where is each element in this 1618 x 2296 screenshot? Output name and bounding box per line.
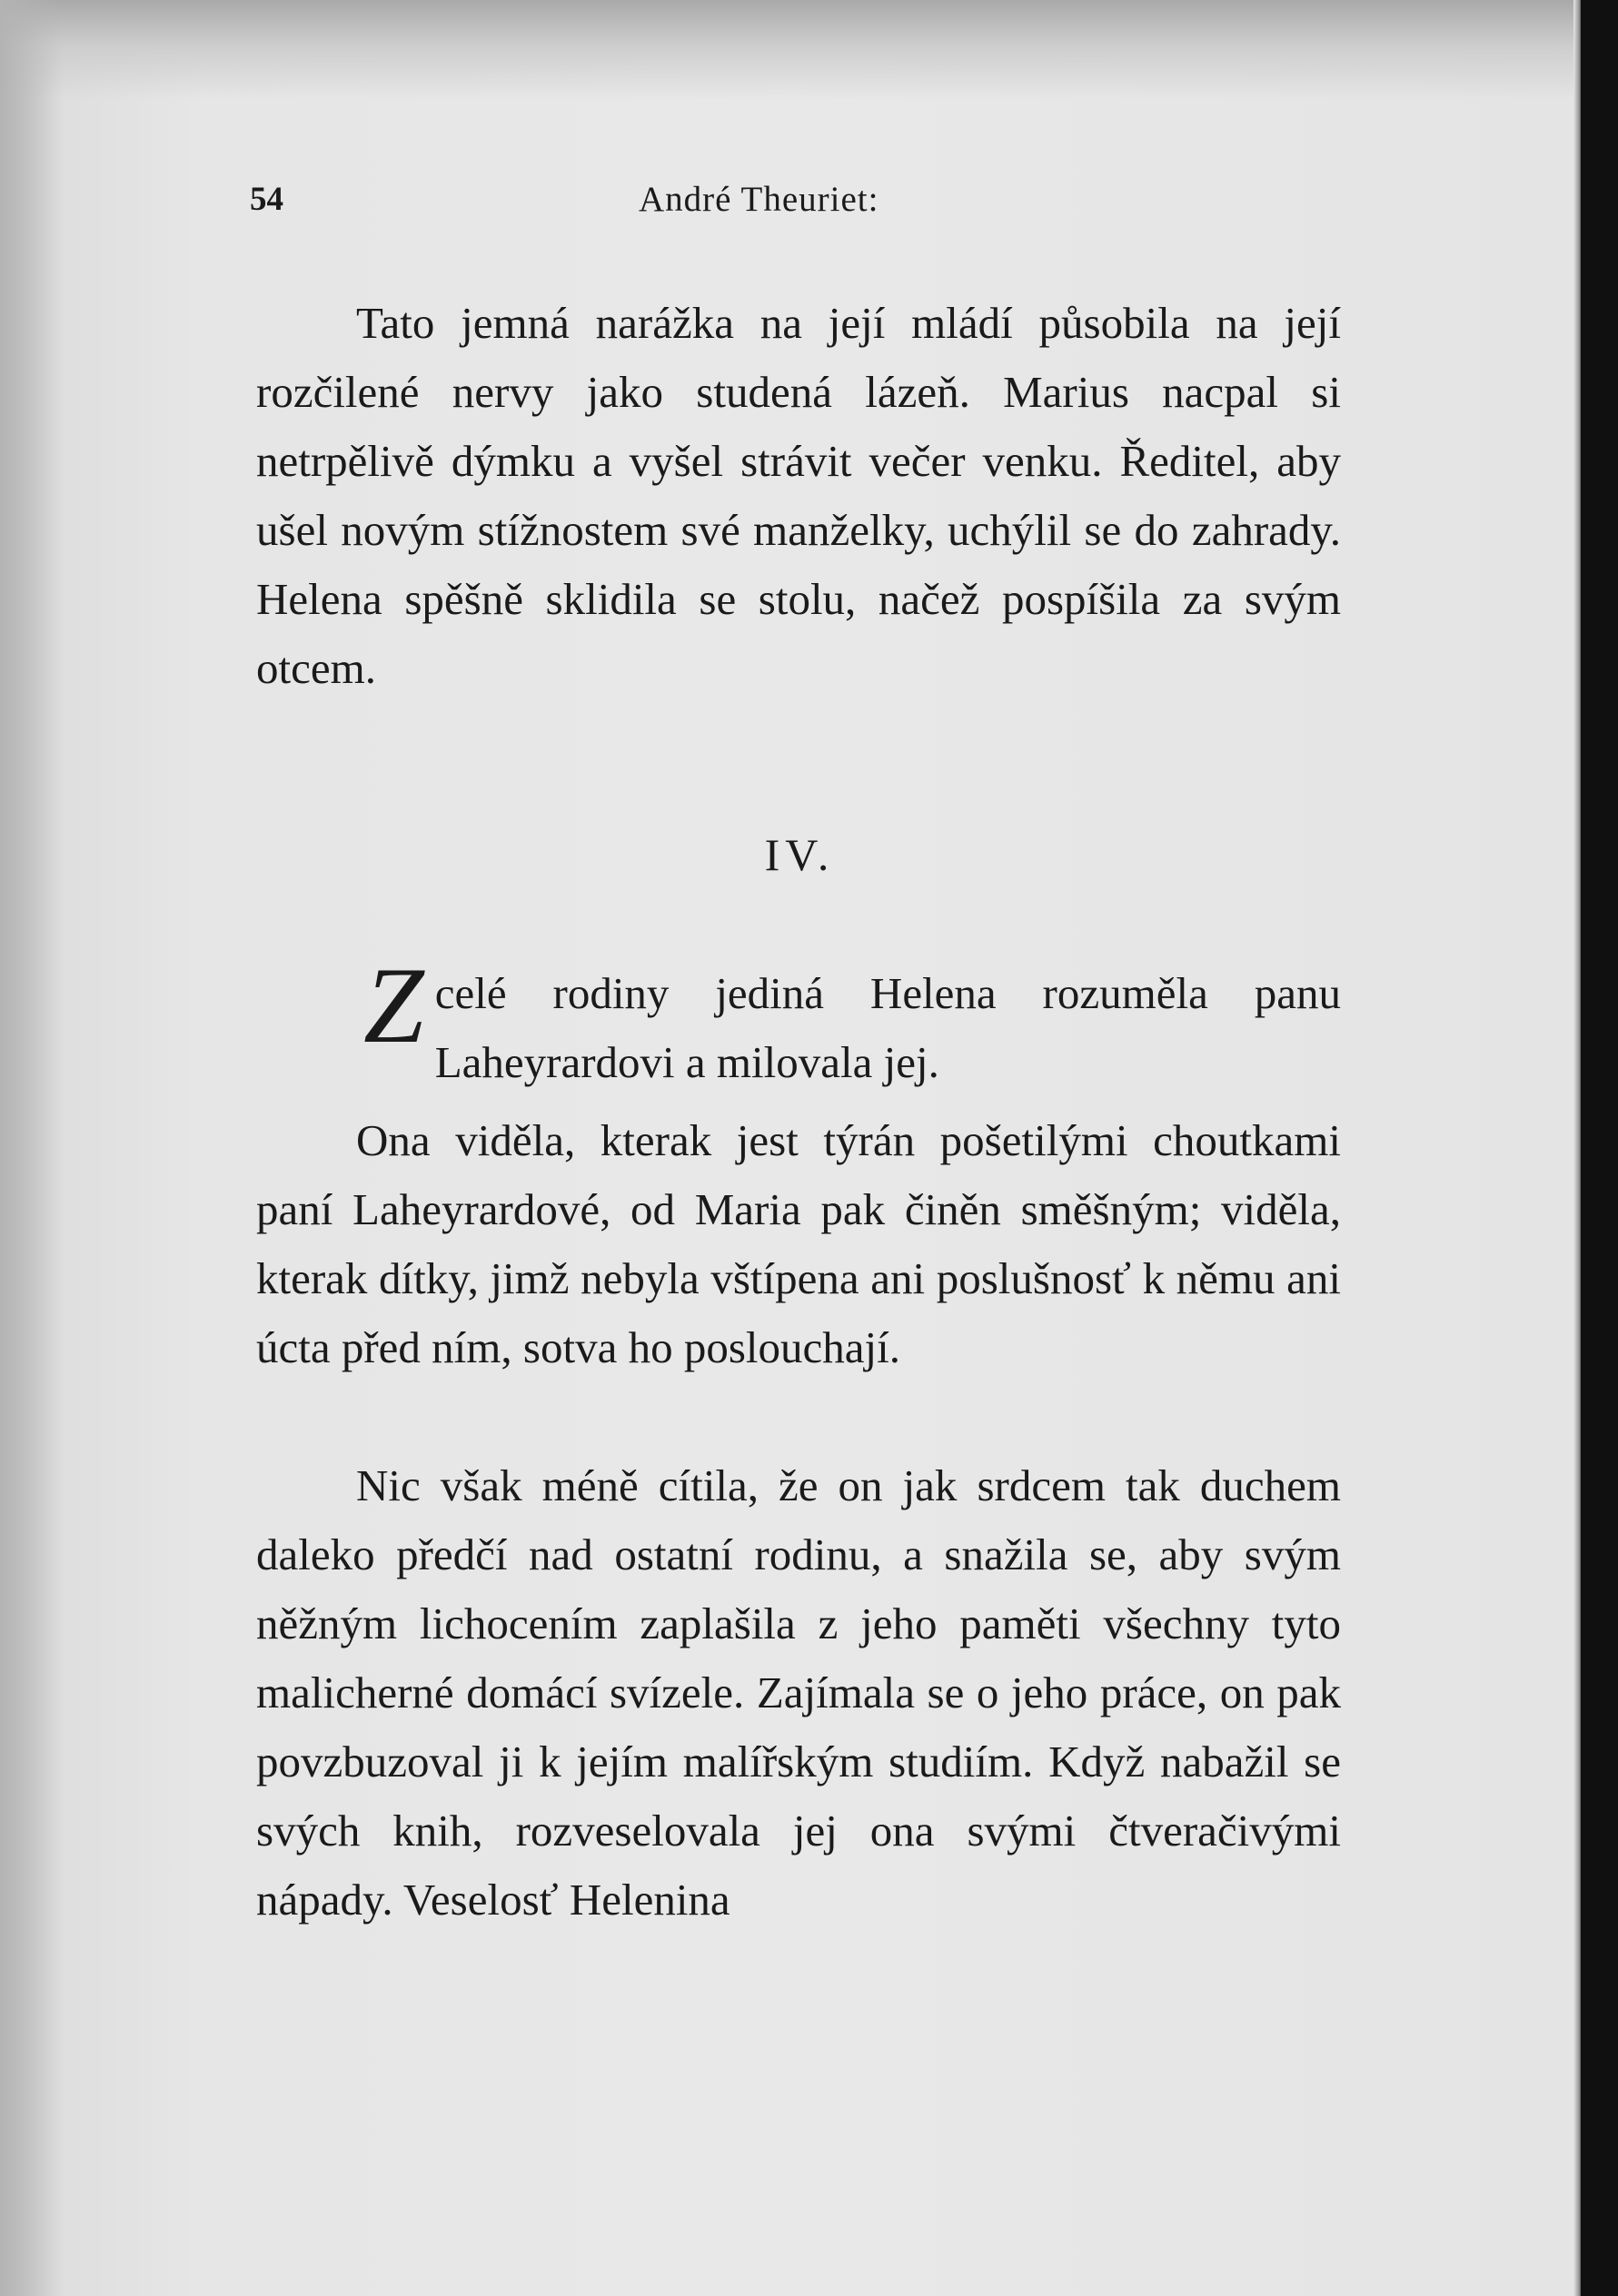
paragraph-3: Ona viděla, kterak jest týrán pošetilými choutkami paní Laheyrardové, od Maria pak činěn směšným; viděla, kterak dítky, jimž nebyla vštípena ani poslušnosť k němu ani úcta před ním, sotva ho poslouchají.	[256, 1115, 1341, 1372]
drop-cap: Z	[363, 945, 424, 1065]
paragraph-1: Tato jemná narážka na její mládí působila na její rozčilené nervy jako studená lázeň. Marius nacpal si netrpělivě dýmku a vyšel strávit večer venku. Ředitel, aby ušel novým stížnostem své manželky, uchýlil se do zahrady. Helena spěšně sklidila se stolu, načež pospíšila za svým otcem.	[256, 298, 1341, 693]
scan-shadow-top	[0, 0, 1581, 100]
running-header	[250, 174, 1340, 225]
binding-edge	[1581, 0, 1618, 2296]
scan-shadow-left	[0, 0, 64, 2296]
paragraph-2-text: celé rodiny jediná Helena rozuměla panu Laheyrardovi a milovala jej.	[434, 968, 1341, 1087]
paragraph-2	[256, 945, 1341, 1097]
running-title: André Theuriet:	[639, 180, 879, 219]
chapter-heading: IV.	[764, 829, 835, 880]
paragraph-4: Nic však méně cítila, že on jak srdcem tak duchem daleko předčí nad ostatní rodinu, a snažila se, aby svým něžným lichocením zaplašila z jeho paměti všechny tyto malicherné domácí svízele. Zajímala se o jeho práce, on pak povzbuzoval ji k jejím malířským studiím. Když nabažil se svých knih, rozveselovala jej ona svými čtveračivými nápady. Veselosť Helenina	[256, 1460, 1341, 1925]
page-number: 54	[250, 181, 283, 218]
